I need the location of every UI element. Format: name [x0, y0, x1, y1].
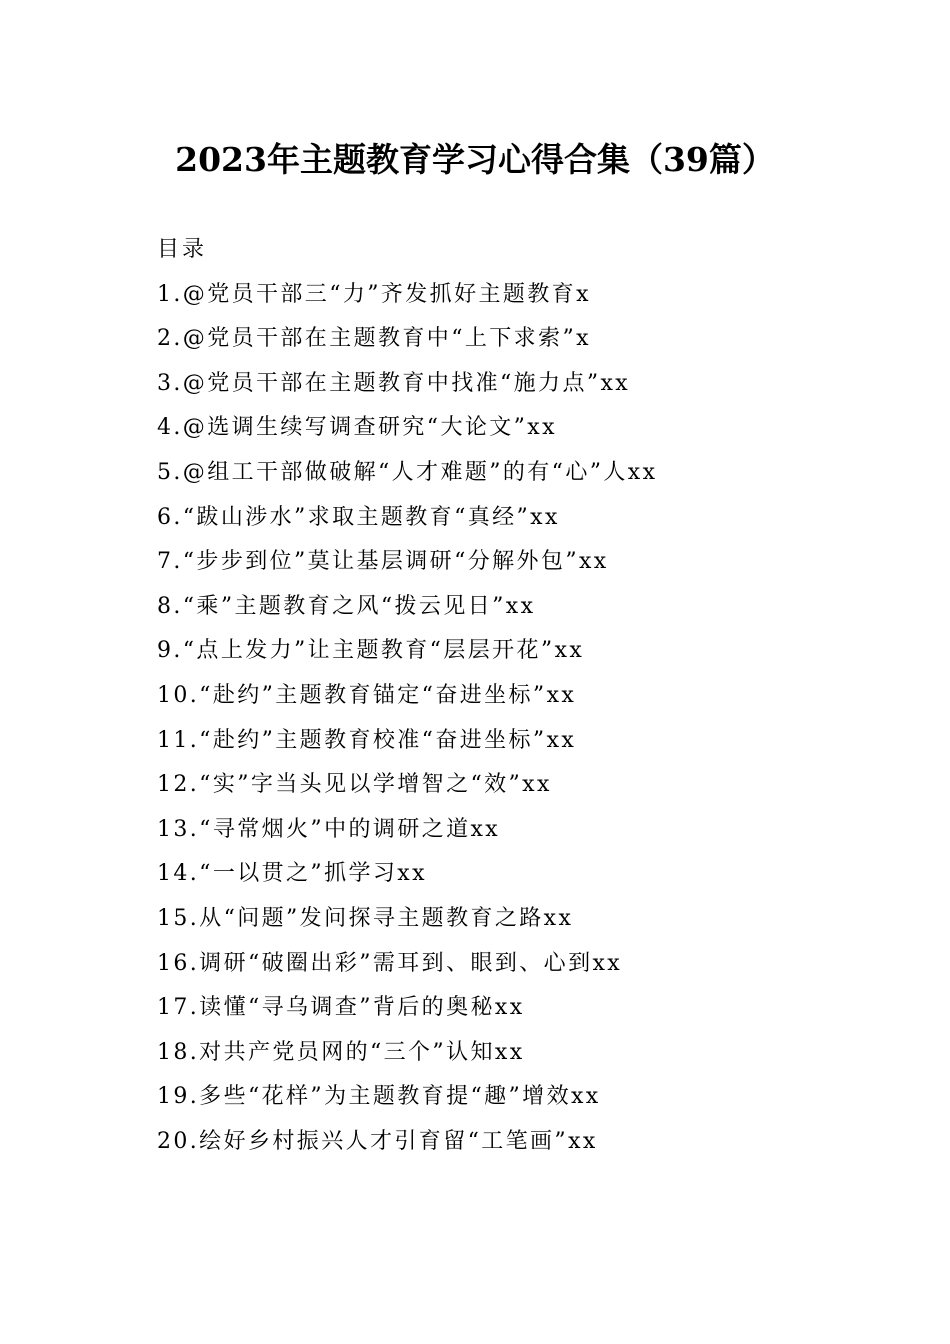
toc-item: 10.“赴约”主题教育锚定“奋进坐标”xx	[157, 682, 577, 708]
toc-item: 4.@选调生续写调查研究“大论文”xx	[157, 415, 557, 441]
table-of-contents	[157, 228, 857, 1164]
toc-item: 19.多些“花样”为主题教育提“趣”增效xx	[157, 1084, 601, 1110]
toc-list	[157, 273, 857, 1165]
document-title: 2023年主题教育学习心得合集（39篇）	[175, 140, 775, 179]
toc-item: 6.“跋山涉水”求取主题教育“真经”xx	[157, 504, 560, 530]
toc-item: 3.@党员干部在主题教育中找准“施力点”xx	[157, 370, 631, 396]
toc-item: 2.@党员干部在主题教育中“上下求索”x	[157, 326, 591, 352]
toc-item: 12.“实”字当头见以学增智之“效”xx	[157, 772, 552, 798]
toc-item: 20.绘好乡村振兴人才引育留“工笔画”xx	[157, 1128, 598, 1154]
toc-item: 9.“点上发力”让主题教育“层层开花”xx	[157, 638, 585, 664]
toc-item: 13.“寻常烟火”中的调研之道xx	[157, 816, 501, 842]
toc-item: 8.“乘”主题教育之风“拨云见日”xx	[157, 593, 536, 619]
toc-item: 17.读懂“寻乌调查”背后的奥秘xx	[157, 995, 525, 1021]
toc-item: 7.“步步到位”莫让基层调研“分解外包”xx	[157, 549, 609, 575]
toc-heading: 目录	[157, 237, 208, 262]
toc-item: 16.调研“破圈出彩”需耳到、眼到、心到xx	[157, 950, 623, 976]
toc-item: 14.“一以贯之”抓学习xx	[157, 861, 427, 887]
toc-item: 11.“赴约”主题教育校准“奋进坐标”xx	[157, 727, 577, 753]
toc-item: 15.从“问题”发问探寻主题教育之路xx	[157, 905, 574, 931]
toc-item: 5.@组工干部做破解“人才难题”的有“心”人xx	[157, 459, 658, 485]
toc-item: 1.@党员干部三“力”齐发抓好主题教育x	[157, 281, 591, 307]
toc-item: 18.对共产党员网的“三个”认知xx	[157, 1039, 525, 1065]
